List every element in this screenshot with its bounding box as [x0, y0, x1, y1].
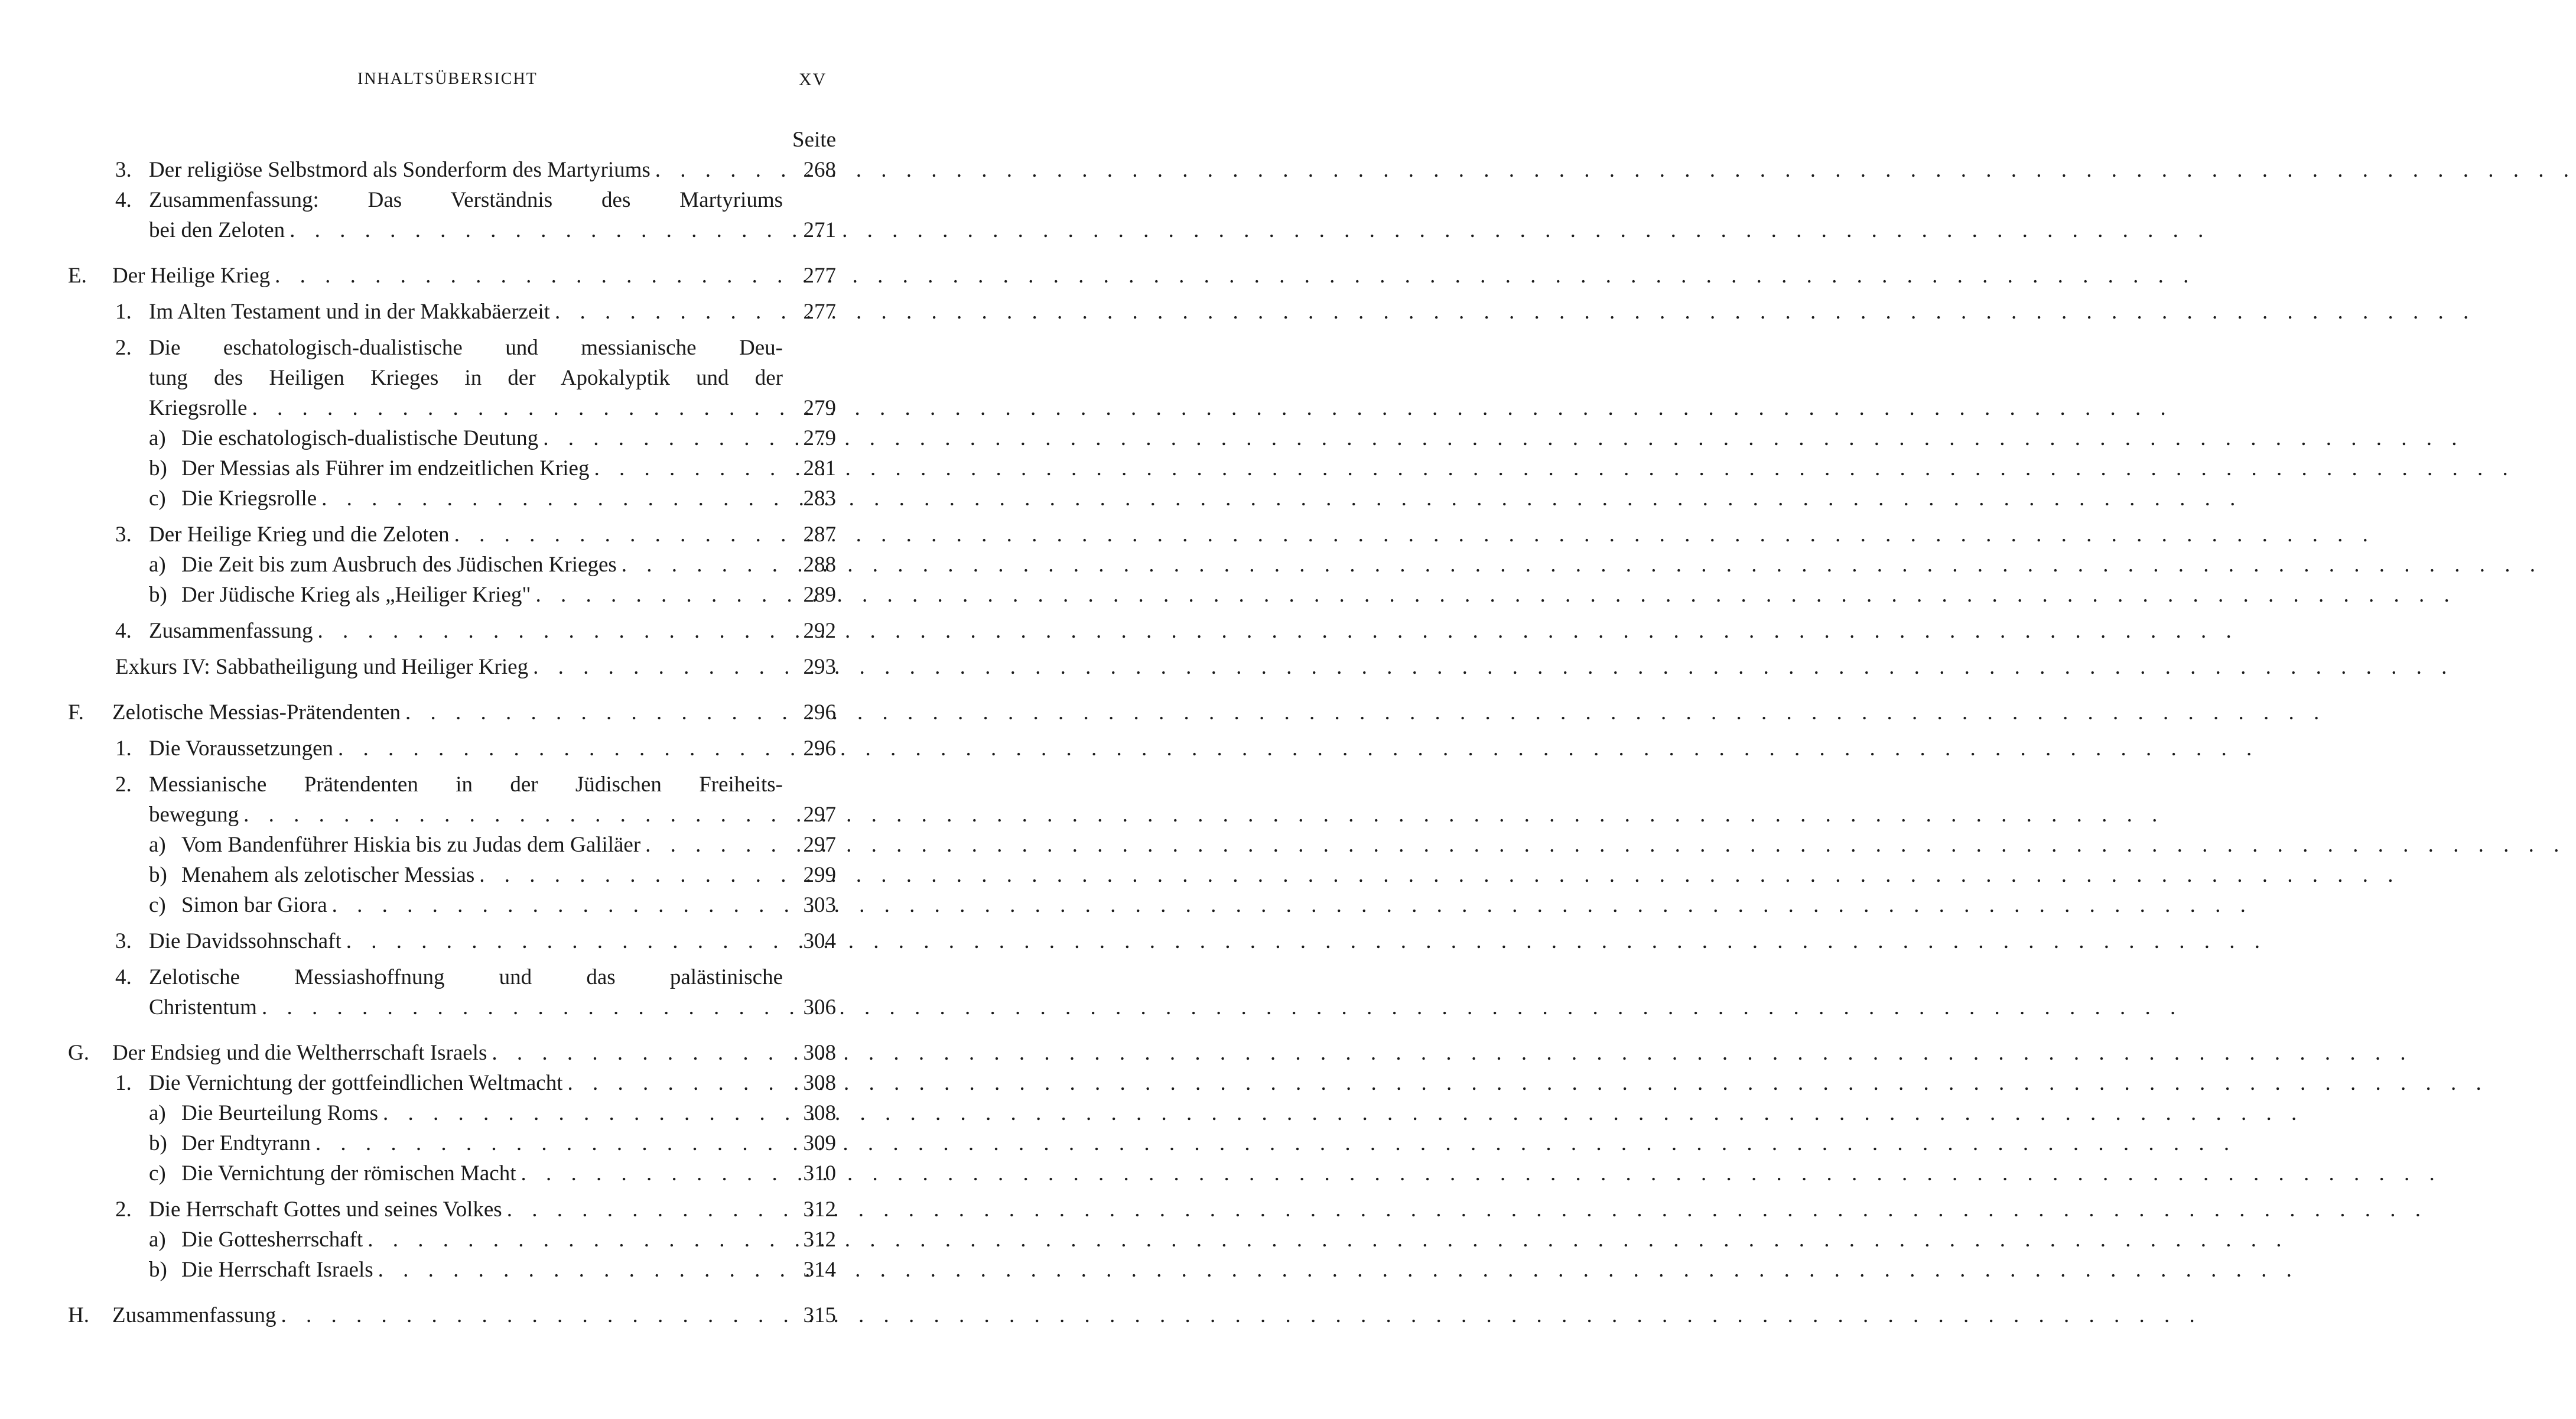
dot-leader — [502, 1194, 783, 1225]
dot-leader — [528, 652, 783, 682]
entry-page: 271 — [803, 218, 836, 242]
toc-entry — [68, 1194, 836, 1225]
running-header — [0, 70, 959, 93]
subentry-title: Vom Bandenführer Hiskia bis zu Judas dem Galiläer — [181, 833, 641, 857]
entry-title: Die Vernichtung der gottfeindlichen Weltmacht — [149, 1071, 563, 1095]
entry-title: Kriegsrolle — [149, 396, 248, 420]
dot-leader — [341, 926, 783, 956]
dot-leader — [313, 616, 783, 646]
entry-page: 293 — [803, 655, 836, 679]
entry-page: 268 — [803, 158, 836, 182]
entry-title: Die Voraussetzungen — [149, 736, 334, 761]
entry-page: 296 — [803, 736, 836, 761]
entry-marker: 3. — [115, 522, 132, 547]
dot-leader — [487, 1038, 783, 1068]
subentry-title: Der Endtyrann — [181, 1131, 311, 1155]
subentry-title: Die Zeit bis zum Ausbruch des Jüdischen Krieges — [181, 553, 617, 577]
section-marker: H. — [68, 1303, 89, 1327]
entry-page: 288 — [803, 553, 836, 577]
subentry-title: Der Messias als Führer im endzeitlichen Krieg — [181, 456, 590, 480]
toc-entry — [68, 926, 836, 956]
subentry-marker: b) — [149, 1131, 167, 1155]
subentry-title: Simon bar Giora — [181, 893, 327, 917]
entry-marker: 3. — [115, 158, 132, 182]
entry-page: 281 — [803, 456, 836, 480]
subentry-title: Die Herrschaft Israels — [181, 1258, 373, 1282]
toc-subentry — [68, 1098, 836, 1128]
entry-marker: 4. — [115, 619, 132, 643]
dot-leader — [257, 992, 783, 1022]
toc-subentry — [68, 453, 836, 483]
toc-subentry — [68, 830, 836, 860]
dot-leader — [640, 830, 783, 860]
entry-page: 299 — [803, 863, 836, 887]
entry-title: Messianische Prätendenten in der Jüdischen Freiheits- — [149, 772, 783, 797]
dot-leader — [373, 1255, 783, 1285]
entry-title: tung des Heiligen Krieges in der Apokalyptik und der — [149, 366, 783, 390]
subentry-marker: c) — [149, 486, 166, 511]
entry-page: 292 — [803, 619, 836, 643]
entry-title: Zusammenfassung: Das Verständnis des Martyriums — [149, 188, 783, 212]
section-title: Der Endsieg und die Weltherrschaft Israels — [112, 1041, 487, 1065]
entry-marker: 3. — [115, 929, 132, 953]
entry-page: 306 — [803, 995, 836, 1019]
section-title: Zusammenfassung — [112, 1303, 277, 1327]
dot-leader — [285, 215, 783, 245]
entry-page: 303 — [803, 893, 836, 917]
toc-entry-continuation — [68, 215, 836, 245]
toc-entry — [68, 297, 836, 327]
dot-leader — [311, 1128, 783, 1158]
dot-leader — [550, 297, 783, 327]
dot-leader — [317, 483, 783, 514]
dot-leader — [474, 860, 783, 890]
entry-title: Der Heilige Krieg und die Zeloten — [149, 522, 450, 547]
entry-page: 279 — [803, 426, 836, 450]
toc-section-entry — [68, 1300, 836, 1330]
subentry-title: Die Kriegsrolle — [181, 486, 317, 511]
entry-marker: 1. — [115, 300, 132, 324]
table-of-contents — [68, 125, 836, 1330]
subentry-marker: b) — [149, 456, 167, 480]
toc-section-entry — [68, 1038, 836, 1068]
toc-subentry — [68, 1128, 836, 1158]
running-title: INHALTSÜBERSICHT — [357, 70, 538, 88]
entry-page: 297 — [803, 803, 836, 827]
dot-leader — [270, 261, 783, 291]
entry-marker: 4. — [115, 188, 132, 212]
entry-title: Die eschatologisch-dualistische und messianische Deu- — [149, 336, 783, 360]
dot-leader — [589, 453, 783, 483]
toc-subentry — [68, 423, 836, 453]
entry-marker: 2. — [115, 1197, 132, 1222]
entry-title: bewegung — [149, 803, 239, 827]
dot-leader — [378, 1098, 783, 1128]
toc-subentry — [68, 1158, 836, 1189]
toc-entry — [68, 1068, 836, 1098]
section-marker: G. — [68, 1041, 89, 1065]
entry-title: Die Herrschaft Gottes und seines Volkes — [149, 1197, 502, 1222]
subentry-marker: a) — [149, 1101, 166, 1125]
dot-leader — [450, 519, 783, 550]
toc-entry — [68, 155, 836, 185]
subentry-title: Menahem als zelotischer Messias — [181, 863, 475, 887]
section-marker: E. — [68, 264, 87, 288]
dot-leader — [239, 800, 783, 830]
toc-entry-continuation — [68, 363, 836, 393]
entry-page: 277 — [803, 264, 836, 288]
entry-page: 310 — [803, 1161, 836, 1186]
dot-leader — [333, 733, 783, 764]
subentry-marker: a) — [149, 1228, 166, 1252]
dot-leader — [401, 697, 783, 728]
entry-page: 308 — [803, 1071, 836, 1095]
dot-leader — [617, 550, 783, 580]
subentry-marker: a) — [149, 426, 166, 450]
entry-page: 277 — [803, 300, 836, 324]
toc-entry — [68, 333, 836, 363]
dot-leader — [247, 393, 783, 423]
entry-title: Die Davidssohnschaft — [149, 929, 341, 953]
entry-page: 283 — [803, 486, 836, 511]
subentry-marker: c) — [149, 893, 166, 917]
entry-title: Christentum — [149, 995, 257, 1019]
excursus-title: Exkurs IV: Sabbatheiligung und Heiliger Krieg — [115, 655, 529, 679]
toc-subentry — [68, 1225, 836, 1255]
dot-leader — [563, 1068, 783, 1098]
page-column-label: Seite — [792, 128, 836, 152]
entry-marker: 2. — [115, 336, 132, 360]
toc-entry-continuation — [68, 800, 836, 830]
entry-title: Zelotische Messiashoffnung und das palästinische — [149, 965, 783, 989]
subentry-marker: c) — [149, 1161, 166, 1186]
entry-page: 308 — [803, 1101, 836, 1125]
entry-page: 279 — [803, 396, 836, 420]
subentry-title: Der Jüdische Krieg als „Heiliger Krieg" — [181, 583, 531, 607]
entry-marker: 2. — [115, 772, 132, 797]
toc-subentry — [68, 890, 836, 920]
toc-subentry — [68, 550, 836, 580]
toc-entry — [68, 616, 836, 646]
entry-page: 287 — [803, 522, 836, 547]
subentry-marker: a) — [149, 553, 166, 577]
page-number: XV — [799, 70, 827, 89]
entry-marker: 4. — [115, 965, 132, 989]
subentry-title: Die eschatologisch-dualistische Deutung — [181, 426, 539, 450]
toc-subentry — [68, 1255, 836, 1285]
entry-page: 314 — [803, 1258, 836, 1282]
entry-page: 289 — [803, 583, 836, 607]
entry-page: 308 — [803, 1041, 836, 1065]
entry-title: Der religiöse Selbstmord als Sonderform des Martyriums — [149, 158, 650, 182]
toc-entry — [68, 733, 836, 764]
subentry-marker: b) — [149, 863, 167, 887]
entry-page: 312 — [803, 1228, 836, 1252]
subentry-marker: a) — [149, 833, 166, 857]
toc-subentry — [68, 483, 836, 514]
dot-leader — [516, 1158, 783, 1189]
entry-page: 315 — [803, 1303, 836, 1327]
entry-marker: 1. — [115, 1071, 132, 1095]
toc-section-entry — [68, 261, 836, 291]
entry-title: Im Alten Testament und in der Makkabäerzeit — [149, 300, 550, 324]
toc-entry — [68, 962, 836, 992]
dot-leader — [538, 423, 783, 453]
toc-entry — [68, 519, 836, 550]
dot-leader — [363, 1225, 783, 1255]
entry-page: 304 — [803, 929, 836, 953]
entry-title: Zusammenfassung — [149, 619, 313, 643]
section-title: Der Heilige Krieg — [112, 264, 271, 288]
subentry-marker: b) — [149, 1258, 167, 1282]
toc-entry — [68, 769, 836, 800]
entry-page: 309 — [803, 1131, 836, 1155]
toc-section-entry — [68, 697, 836, 728]
toc-subentry — [68, 580, 836, 610]
subentry-title: Die Vernichtung der römischen Macht — [181, 1161, 516, 1186]
subentry-marker: b) — [149, 583, 167, 607]
dot-leader — [531, 580, 783, 610]
dot-leader — [650, 155, 783, 185]
dot-leader — [327, 890, 783, 920]
entry-page: 296 — [803, 700, 836, 725]
toc-entry — [68, 185, 836, 215]
entry-title: bei den Zeloten — [149, 218, 285, 242]
toc-subentry — [68, 860, 836, 890]
toc-entry-continuation — [68, 393, 836, 423]
entry-page: 297 — [803, 833, 836, 857]
subentry-title: Die Gottesherrschaft — [181, 1228, 363, 1252]
section-marker: F. — [68, 700, 84, 725]
entry-page: 312 — [803, 1197, 836, 1222]
toc-entry-continuation — [68, 992, 836, 1022]
subentry-title: Die Beurteilung Roms — [181, 1101, 378, 1125]
toc-excursus-entry — [68, 652, 836, 682]
section-title: Zelotische Messias-Prätendenten — [112, 700, 401, 725]
dot-leader — [276, 1300, 783, 1330]
entry-marker: 1. — [115, 736, 132, 761]
